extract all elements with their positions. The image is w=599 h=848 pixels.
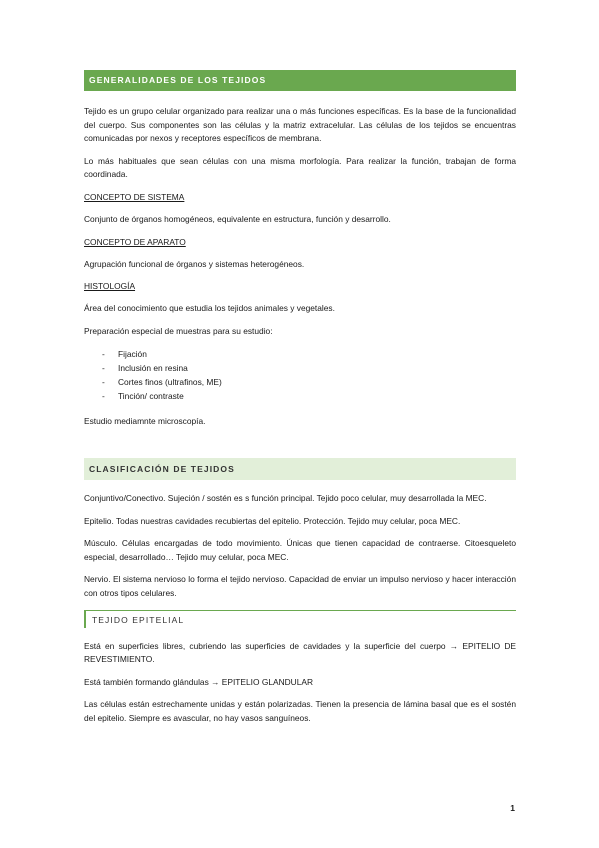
- paragraph: Área del conocimiento que estudia los tejidos animales y vegetales.: [84, 303, 335, 314]
- page-number: 1: [510, 803, 515, 813]
- paragraph: Preparación especial de muestras para su estudio:: [84, 325, 273, 336]
- paragraph: Está en superficies libres, cubriendo las superficies de cavidades y la superficie del cuerpo → EPITELIO DE REVESTIMIENTO.: [84, 640, 516, 665]
- preparation-list: [102, 347, 516, 403]
- paragraph: Tejido es un grupo celular organizado para realizar una o más funciones específicas. Es la base de la funcionalidad del cuerpo. Sus componentes son las células y la matriz extracelular. Las células de los tejidos se encuentras comunicadas por nexos y receptores específicos de membrana.: [84, 106, 516, 144]
- list-item: - Inclusión en resina: [102, 361, 516, 375]
- subheading-aparato: CONCEPTO DE APARATO: [84, 236, 186, 247]
- paragraph: Nervio. El sistema nervioso lo forma el tejido nervioso. Capacidad de enviar un impulso nervioso y hacer interacción con otros tipos celulares.: [84, 574, 516, 598]
- paragraph: Músculo. Células encargadas de todo movimiento. Únicas que tienen capacidad de contraerse. Citoesqueleto especial, desarrollado… Tejido muy celular, poca MEC.: [84, 538, 516, 562]
- subheading-sistema: CONCEPTO DE SISTEMA: [84, 191, 185, 202]
- list-item: - Tinción/ contraste: [102, 389, 516, 403]
- section-heading-epitelial: TEJIDO EPITELIAL: [84, 610, 516, 628]
- paragraph: Epitelio. Todas nuestras cavidades recubiertas del epitelio. Protección. Tejido muy celular, poca MEC.: [84, 515, 461, 526]
- paragraph: Está también formando glándulas → EPITELIO GLANDULAR: [84, 676, 314, 687]
- page-content: [84, 70, 516, 734]
- paragraph: Las células están estrechamente unidas y están polarizadas. Tienen la presencia de lámina basal que es el sostén del epitelio. Siempre es avascular, no hay vasos sanguíneos.: [84, 699, 516, 723]
- paragraph: Conjuntivo/Conectivo. Sujeción / sostén es s función principal. Tejido poco celular, muy desarrollada la MEC.: [84, 492, 487, 503]
- list-item: - Cortes finos (ultrafinos, ME): [102, 375, 516, 389]
- paragraph: Agrupación funcional de órganos y sistemas heterogéneos.: [84, 258, 305, 269]
- subheading-histologia: HISTOLOGÍA: [84, 281, 136, 292]
- paragraph: Estudio mediamnte microscopía.: [84, 416, 206, 427]
- section-heading-generalidades: GENERALIDADES DE LOS TEJIDOS: [84, 70, 516, 91]
- list-item: - Fijación: [102, 347, 516, 361]
- section-heading-clasificacion: CLASIFICACIÓN DE TEJIDOS: [84, 458, 516, 480]
- paragraph: Conjunto de órganos homogéneos, equivalente en estructura, función y desarrollo.: [84, 213, 391, 224]
- paragraph: Lo más habituales que sean células con una misma morfología. Para realizar la función, trabajan de forma coordinada.: [84, 155, 516, 180]
